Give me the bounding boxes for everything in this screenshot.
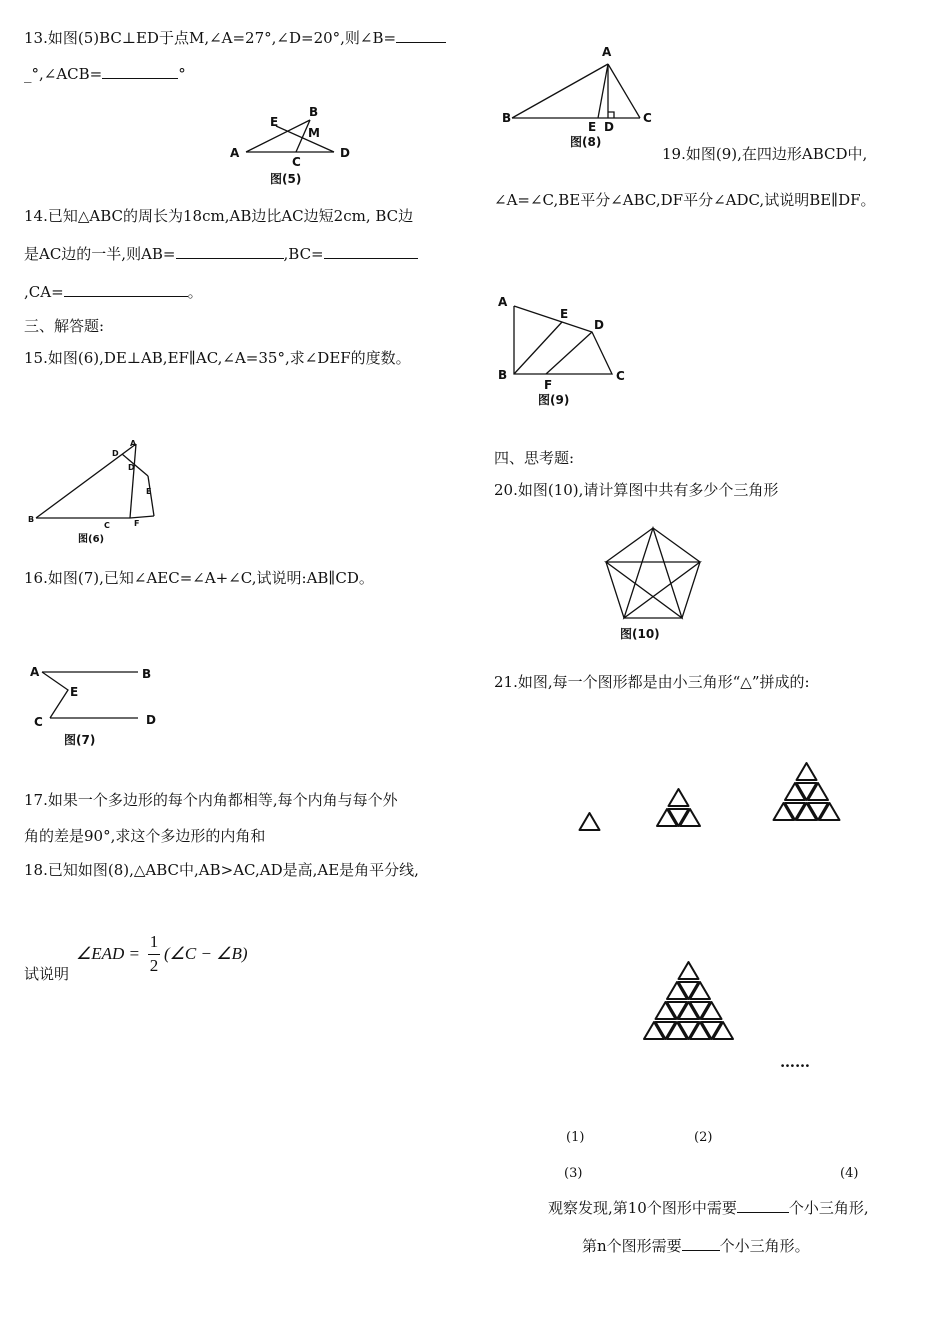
q21-conclusion-text-3: 第n个图形需要 — [582, 1237, 682, 1255]
q21-text: 21.如图,每一个图形都是由小三角形“△”拼成的: — [494, 673, 810, 691]
fig6-label-d2: D — [128, 463, 135, 472]
section-3-heading: 三、解答题: — [24, 317, 105, 335]
q21-conclusion-text-1: 观察发现,第10个图形中需要 — [548, 1199, 737, 1217]
fig7-caption: 图(7) — [64, 733, 96, 747]
triangle-patterns — [560, 740, 890, 1080]
fig5-label-b: B — [309, 105, 319, 119]
q13-text-2: _°,∠ACB= — [24, 65, 103, 83]
fig9-label-a: A — [498, 295, 508, 309]
q13-degree: ° — [178, 65, 186, 83]
fig9-line-fd — [546, 332, 592, 374]
pattern-label-1: (1) — [566, 1130, 585, 1145]
fig8-label-b: B — [502, 111, 512, 125]
formula-rhs: (∠C − ∠B) — [164, 944, 248, 963]
fig5-label-d: D — [340, 146, 350, 160]
fig10-caption: 图(10) — [620, 627, 660, 641]
fig6-line-ac — [130, 444, 136, 518]
q14-text-4: ,CA= — [24, 283, 64, 301]
fig8-line-ac — [608, 64, 640, 118]
formula-denominator: 2 — [149, 956, 159, 975]
q19-line1: 19.如图(9),在四边形ABCD中, — [662, 145, 868, 163]
figure-6 — [26, 436, 166, 546]
fig8-label-c: C — [643, 111, 652, 125]
fig8-line-ab — [512, 64, 608, 118]
fig6-label-a: A — [130, 439, 137, 448]
q21-conclusion-line1 — [548, 1198, 869, 1218]
fig8-label-a: A — [602, 45, 612, 59]
formula-lhs: ∠EAD = — [76, 944, 141, 963]
fig6-label-e: E — [146, 487, 152, 496]
figure-10 — [590, 522, 720, 646]
fig6-label-c: C — [104, 521, 110, 530]
q17-line2: 角的差是90°,求这个多边形的内角和 — [24, 827, 266, 845]
q14-line1 — [24, 206, 413, 226]
fig8-right-angle — [608, 112, 614, 118]
q13-blank-angle-b[interactable] — [396, 28, 446, 43]
pattern-1-small-triangle — [580, 813, 600, 830]
fig6-label-b: B — [28, 515, 35, 524]
fig8-label-d: D — [604, 120, 614, 134]
fig9-label-c: C — [616, 369, 625, 383]
pattern-3-small-triangle — [797, 763, 817, 780]
fig6-line-ef — [148, 476, 154, 516]
fig5-label-c: C — [292, 155, 301, 169]
q21-conclusion-text-2: 个小三角形, — [788, 1199, 869, 1217]
fig6-line-cf — [130, 516, 154, 518]
q18-line1: 18.已知如图(8),△ABC中,AB>AC,AD是高,AE是角平分线, — [24, 861, 419, 879]
pattern-label-3: (3) — [564, 1166, 583, 1181]
fig6-label-f: F — [134, 519, 140, 528]
fig9-label-f: F — [544, 378, 553, 392]
q13-text: 13.如图(5)BC⊥ED于点M,∠A=27°,∠D=20°,则∠B= — [24, 29, 397, 47]
fig8-label-e: E — [588, 120, 597, 134]
q14-text-3: ,BC= — [283, 245, 324, 263]
q21-blank-10th[interactable] — [737, 1198, 789, 1213]
fig6-line-ab — [36, 444, 136, 518]
pattern-label-2: (2) — [694, 1130, 713, 1145]
formula-fraction-bar — [148, 954, 160, 955]
fig5-caption: 图(5) — [270, 172, 302, 186]
fig5-label-m: M — [308, 126, 320, 140]
q13-line2 — [24, 64, 186, 84]
pattern-2-small-triangle — [669, 789, 689, 806]
pattern-label-4: (4) — [840, 1166, 859, 1181]
figure-5 — [226, 104, 360, 190]
fig9-label-d: D — [594, 318, 604, 332]
q18-prefix: 试说明 — [24, 965, 70, 983]
fig6-label-d: D — [112, 449, 119, 458]
fig9-label-b: B — [498, 368, 508, 382]
fig7-label-a: A — [30, 665, 40, 679]
fig7-label-c: C — [34, 715, 43, 729]
q19-line2: ∠A=∠C,BE平分∠ABC,DF平分∠ADC,试说明BE∥DF。 — [494, 191, 876, 209]
q14-text: 14.已知△ABC的周长为18cm,AB边比AC边短2cm, BC边 — [24, 207, 414, 225]
pattern-continuation-dots: …… — [780, 1053, 810, 1071]
q15-text: 15.如图(6),DE⊥AB,EF∥AC,∠A=35°,求∠DEF的度数。 — [24, 349, 411, 367]
fig5-label-a: A — [230, 146, 240, 160]
fig8-line-ae — [598, 64, 608, 118]
q14-text-2: 是AC边的一半,则AB= — [24, 245, 176, 263]
q14-period: 。 — [187, 283, 203, 301]
section-4-heading: 四、思考题: — [494, 449, 575, 467]
q21-blank-nth[interactable] — [682, 1236, 720, 1251]
q14-line3 — [24, 282, 203, 302]
fig9-label-e: E — [560, 307, 569, 321]
q21-conclusion-text-4: 个小三角形。 — [719, 1237, 810, 1255]
formula-numerator: 1 — [149, 932, 159, 951]
figure-9 — [494, 290, 634, 414]
fig7-label-d: D — [146, 713, 156, 727]
fig7-label-b: B — [142, 667, 152, 681]
figure-7 — [28, 660, 168, 752]
q14-blank-ca[interactable] — [64, 282, 188, 297]
fig7-line-aec — [42, 672, 68, 718]
fig5-label-e: E — [270, 115, 279, 129]
q14-blank-bc[interactable] — [324, 244, 418, 259]
q21-conclusion-line2 — [582, 1236, 810, 1256]
q13-line1 — [24, 28, 446, 48]
fig9-caption: 图(9) — [538, 393, 570, 407]
q14-blank-ab[interactable] — [176, 244, 284, 259]
fig7-label-e: E — [70, 685, 79, 699]
pattern-4-small-triangle — [679, 962, 699, 979]
fig6-caption: 图(6) — [78, 534, 105, 545]
q13-blank-angle-acb[interactable] — [102, 64, 178, 79]
q16-text: 16.如图(7),已知∠AEC=∠A+∠C,试说明:AB∥CD。 — [24, 569, 374, 587]
q20-text: 20.如图(10),请计算图中共有多少个三角形 — [494, 481, 779, 499]
q17-line1: 17.如果一个多边形的每个内角都相等,每个内角与每个外 — [24, 791, 398, 809]
q14-line2 — [24, 244, 418, 264]
fig8-caption: 图(8) — [570, 135, 602, 149]
figure-8 — [500, 42, 660, 152]
